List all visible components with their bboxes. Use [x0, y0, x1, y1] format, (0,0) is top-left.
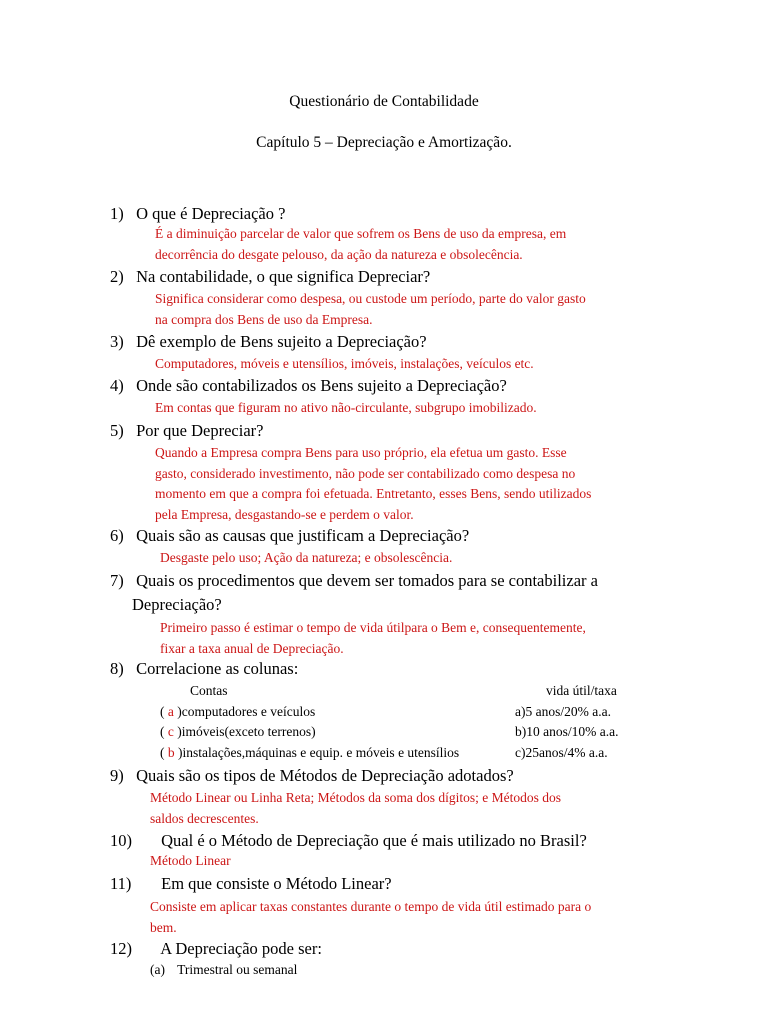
answer-line: momento em que a compra foi efetuada. Entretanto, esses Bens, sendo utilizados — [155, 486, 592, 501]
paren-open: ( — [160, 745, 168, 760]
question-number: 11) — [110, 874, 132, 893]
question-number: 1) — [110, 204, 124, 223]
answer-5 — [155, 443, 591, 525]
answer-line: fixar a taxa anual de Depreciação. — [160, 640, 344, 656]
question-text: O que é Depreciação ? — [136, 204, 286, 223]
question-12-option-a — [150, 962, 297, 978]
question-text: Dê exemplo de Bens sujeito a Depreciação? — [136, 332, 427, 351]
document-title: Questionário de Contabilidade — [289, 93, 479, 110]
answer-letter: b — [167, 745, 175, 760]
correlation-row — [160, 724, 316, 740]
chapter-title: Capítulo 5 – Depreciação e Amortização. — [256, 134, 512, 151]
answer-line: Em contas que figuram no ativo não-circulante, subgrupo imobilizado. — [155, 400, 537, 415]
answer-7 — [160, 618, 586, 659]
question-9 — [110, 766, 514, 786]
answer-line: Quando a Empresa compra Bens para uso próprio, ela efetua um gasto. Esse — [155, 445, 567, 460]
answer-2 — [155, 289, 586, 330]
answer-line: gasto, considerado investimento, não pode ser contabilizado como despesa no — [155, 465, 576, 481]
answer-line: Método Linear ou Linha Reta; Métodos da soma dos dígitos; e Métodos dos — [150, 790, 561, 805]
paren-close: ) — [173, 724, 182, 739]
answer-1 — [155, 224, 566, 265]
paren-open: ( — [160, 724, 168, 739]
question-2 — [110, 267, 430, 287]
correlation-header-contas: Contas — [190, 683, 228, 698]
answer-line: decorrência do desgate pelouso, da ação da natureza e obsolecência. — [155, 246, 523, 262]
question-number: 8) — [110, 659, 124, 678]
question-7-continued: Depreciação? — [132, 595, 222, 614]
question-number: 5) — [110, 421, 124, 440]
question-6 — [110, 526, 469, 546]
answer-line: Computadores, móveis e utensílios, imóveis, instalações, veículos etc. — [155, 356, 534, 371]
answer-line: É a diminuição parcelar de valor que sofrem os Bens de uso da empresa, em — [155, 226, 567, 241]
question-text: Por que Depreciar? — [136, 421, 264, 440]
correlation-row — [160, 704, 315, 720]
question-8 — [110, 659, 298, 679]
answer-11 — [150, 897, 591, 938]
question-11 — [110, 874, 392, 894]
question-text: Na contabilidade, o que significa Depreciar? — [136, 267, 431, 286]
question-number: 6) — [110, 526, 124, 545]
correlation-header-vida-util: vida útil/taxa — [546, 683, 617, 698]
paren-close: ) — [174, 745, 183, 760]
correlation-item: instalações,máquinas e equip. e móveis e utensílios — [182, 745, 460, 760]
question-text: Quais são os tipos de Métodos de Depreciação adotados? — [136, 766, 514, 785]
answer-line: Significa considerar como despesa, ou custode um período, parte do valor gasto — [155, 291, 586, 306]
question-5 — [110, 421, 263, 441]
correlation-option: c)25anos/4% a.a. — [515, 745, 608, 760]
answer-6 — [160, 548, 452, 569]
question-number: 9) — [110, 766, 124, 785]
option-text: Trimestral ou semanal — [177, 962, 298, 977]
question-7 — [110, 571, 598, 591]
answer-line: Primeiro passo é estimar o tempo de vida útilpara o Bem e, consequentemente, — [160, 620, 586, 635]
question-text: Onde são contabilizados os Bens sujeito a Depreciação? — [136, 376, 507, 395]
question-number: 2) — [110, 267, 124, 286]
question-3 — [110, 332, 427, 352]
paren-open: ( — [160, 704, 168, 719]
answer-line: Desgaste pelo uso; Ação da natureza; e obsolescência. — [160, 550, 453, 565]
question-number: 4) — [110, 376, 124, 395]
answer-9 — [150, 788, 561, 829]
answer-line: saldos decrescentes. — [150, 810, 259, 826]
question-number: 3) — [110, 332, 124, 351]
answer-4 — [155, 398, 537, 419]
correlation-row — [160, 745, 459, 761]
question-text: Em que consiste o Método Linear? — [161, 874, 392, 893]
question-text: Correlacione as colunas: — [136, 659, 299, 678]
question-number: 10) — [110, 831, 132, 850]
correlation-item: imóveis(exceto terrenos) — [181, 724, 316, 739]
answer-letter: a — [167, 704, 174, 719]
answer-line: na compra dos Bens de uso da Empresa. — [155, 311, 373, 327]
question-12 — [110, 939, 322, 959]
answer-10 — [150, 851, 231, 872]
correlation-option: a)5 anos/20% a.a. — [515, 704, 611, 719]
question-number: 12) — [110, 939, 132, 958]
question-4 — [110, 376, 507, 396]
paren-close: ) — [173, 704, 182, 719]
answer-line: Consiste em aplicar taxas constantes durante o tempo de vida útil estimado para o — [150, 899, 592, 914]
question-text: Quais os procedimentos que devem ser tomados para se contabilizar a — [136, 571, 598, 590]
question-10 — [110, 831, 587, 851]
answer-line: pela Empresa, desgastando-se e perdem o valor. — [155, 506, 414, 522]
question-text: Quais são as causas que justificam a Depreciação? — [136, 526, 470, 545]
answer-line: Método Linear — [150, 853, 231, 868]
answer-line: bem. — [150, 919, 177, 935]
question-number: 7) — [110, 571, 124, 590]
answer-3 — [155, 354, 534, 375]
option-label: (a) — [150, 962, 165, 977]
question-1 — [110, 204, 285, 224]
question-text: Qual é o Método de Depreciação que é mais utilizado no Brasil? — [161, 831, 587, 850]
correlation-option: b)10 anos/10% a.a. — [515, 724, 619, 739]
question-text: A Depreciação pode ser: — [160, 939, 322, 958]
correlation-item: computadores e veículos — [181, 704, 316, 719]
answer-letter: c — [167, 724, 174, 739]
